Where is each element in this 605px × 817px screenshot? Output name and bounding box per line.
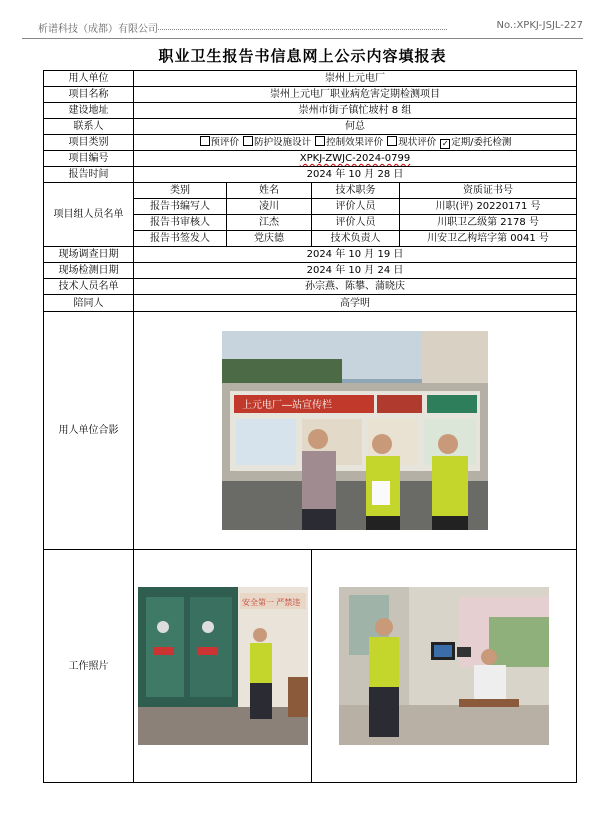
team-header-cert: 资质证书号: [400, 183, 577, 199]
page-title: 职业卫生报告书信息网上公示内容填报表: [158, 47, 447, 65]
contact-label: 联系人: [44, 119, 134, 135]
category-options: [134, 135, 577, 151]
row-test-date: [44, 263, 577, 279]
group-photo-label: 用人单位合影: [44, 312, 134, 550]
employer-value: 崇州上元电厂: [134, 71, 577, 87]
category-label: 项目类别: [44, 135, 134, 151]
project-name-label: 项目名称: [44, 87, 134, 103]
test-date-label: 现场检测日期: [44, 263, 134, 279]
group-photo-image: [222, 331, 488, 530]
member-name: 党庆德: [227, 231, 312, 247]
checkbox-icon[interactable]: [315, 136, 325, 146]
contact-value: 何总: [134, 119, 577, 135]
member-name: 江杰: [227, 215, 312, 231]
survey-date-value: 2024 年 10 月 19 日: [134, 247, 577, 263]
row-category: [44, 135, 577, 151]
member-title: 评价人员: [312, 215, 400, 231]
work-photo-banner: 安全第一 严禁违: [241, 598, 300, 607]
row-report-time: [44, 167, 577, 183]
work-photo-cell-right: [312, 550, 577, 783]
member-title: 技术负责人: [312, 231, 400, 247]
row-companion: [44, 295, 577, 312]
project-no-value: XPKJ-ZWJC-2024-0799: [134, 151, 577, 167]
group-photo-cell: [134, 312, 577, 550]
header-dotted-leader: [158, 29, 447, 30]
row-technicians: [44, 279, 577, 295]
team-header-role: 类别: [134, 183, 227, 199]
document-number: No.:XPKJ-JSJL-227: [496, 20, 583, 31]
report-time-label: 报告时间: [44, 167, 134, 183]
address-value: 崇州市街子镇忙坡村 8 组: [134, 103, 577, 119]
survey-date-label: 现场调查日期: [44, 247, 134, 263]
row-group-photo: [44, 312, 577, 550]
employer-label: 用人单位: [44, 71, 134, 87]
team-header-title: 技术职务: [312, 183, 400, 199]
category-option-status-assessment[interactable]: 现状评价: [386, 137, 436, 148]
member-role: 报告书编写人: [134, 199, 227, 215]
work-photo-left-image: [138, 587, 308, 745]
address-label: 建设地址: [44, 103, 134, 119]
technicians-label: 技术人员名单: [44, 279, 134, 295]
disclosure-form-table: [43, 70, 577, 783]
companion-value: 高学明: [134, 295, 577, 312]
team-header-row: [44, 183, 577, 199]
row-survey-date: [44, 247, 577, 263]
row-work-photos: [44, 550, 577, 783]
project-no-label: 项目编号: [44, 151, 134, 167]
project-name-value: 崇州上元电厂职业病危害定期检测项目: [134, 87, 577, 103]
work-photos-label: 工作照片: [44, 550, 134, 783]
member-name: 凌川: [227, 199, 312, 215]
row-project-no: [44, 151, 577, 167]
row-employer: [44, 71, 577, 87]
work-photo-right-image: [339, 587, 549, 745]
checkbox-icon[interactable]: [387, 136, 397, 146]
team-header-name: 姓名: [227, 183, 312, 199]
member-cert: 川职(评) 20220171 号: [400, 199, 577, 215]
work-photo-cell-left: [134, 550, 312, 783]
member-role: 报告书签发人: [134, 231, 227, 247]
category-option-protection-design[interactable]: 防护设施设计: [242, 137, 311, 148]
category-option-control-effect[interactable]: 控制效果评价: [314, 137, 383, 148]
company-name: 析谱科技（成都）有限公司: [38, 24, 158, 35]
test-date-value: 2024 年 10 月 24 日: [134, 263, 577, 279]
category-option-periodic-testing[interactable]: ✓ 定期/委托检测: [441, 137, 512, 148]
category-option-pre-assessment[interactable]: 预评价: [199, 137, 240, 148]
group-photo-banner: 上元电厂—站宣传栏: [242, 400, 332, 411]
member-title: 评价人员: [312, 199, 400, 215]
technicians-value: 孙宗燕、陈攀、蒲晓庆: [134, 279, 577, 295]
header-rule: [22, 38, 583, 39]
row-project-name: [44, 87, 577, 103]
member-cert: 川职卫乙级第 2178 号: [400, 215, 577, 231]
team-label: 项目组人员名单: [44, 183, 134, 247]
member-cert: 川安卫乙构培字第 0041 号: [400, 231, 577, 247]
row-contact: [44, 119, 577, 135]
checkbox-checked-icon[interactable]: ✓: [441, 139, 449, 148]
checkbox-icon[interactable]: [200, 136, 210, 146]
companion-label: 陪同人: [44, 295, 134, 312]
member-role: 报告书审核人: [134, 215, 227, 231]
row-address: [44, 103, 577, 119]
report-time-value: 2024 年 10 月 28 日: [134, 167, 577, 183]
checkbox-icon[interactable]: [243, 136, 253, 146]
